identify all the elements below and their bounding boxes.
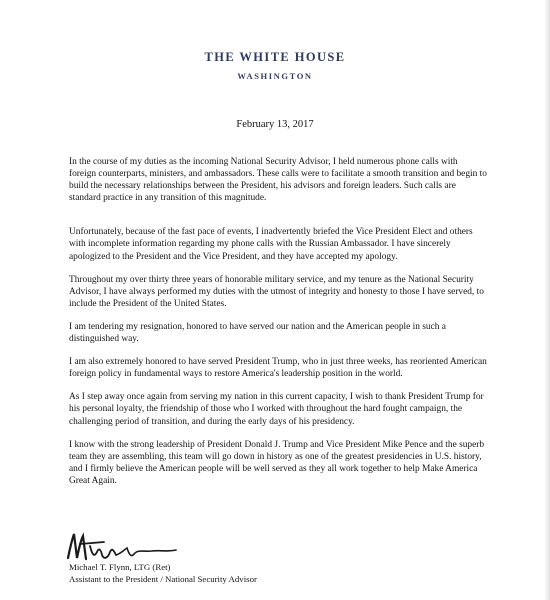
paragraph-4: I am tendering my resignation, honored to have served our nation and the American people in such a distinguished way. — [69, 321, 446, 345]
paragraph-1: In the course of my duties as the incoming National Security Advisor, I held numerous phone calls with foreign counterparts, ministers, and ambassadors. These calls were to facilitate a smooth transition and begin to build the necessary relationships between the President, his advisors and foreign leaders. Such calls are standard practice in any transition of this magnitude. — [69, 157, 487, 204]
paragraph-5: I am also extremely honored to have served President Trump, who in just three weeks, has reoriented American foreign policy in fundamental ways to restore America's leadership position in the world. — [69, 357, 487, 380]
signatory-name: Michael T. Flynn, LTG (Ret) — [69, 562, 171, 572]
paragraph-7: I know with the strong leadership of President Donald J. Trump and Vice President Mike Pence and the superb team they are assembling, this team will go down in history as one of the greatest presidencies in U.S. history, and I firmly believe the American people will be well served as they all work together to help Make America Great Again. — [69, 439, 485, 486]
paragraph-3: Throughout my over thirty three years of honorable military service, and my tenure as the National Security Advisor, I have always performed my duties with the utmost of integrity and honesty to those I have served, to include the President of the United States. — [69, 274, 484, 309]
letterhead-subtitle: WASHINGTON — [237, 71, 313, 81]
paragraph-2: Unfortunately, because of the fast pace of events, I inadvertently briefed the Vice President Elect and others with incomplete information regarding my phone calls with the Russian Ambassador. I have sincerely apologized to the President and the Vice President, and they have accepted my apology. — [69, 227, 473, 262]
signatory-title: Assistant to the President / National Security Advisor — [69, 574, 257, 584]
page-edge-shadow — [544, 0, 550, 600]
letter-body — [69, 156, 487, 498]
letterhead-title: THE WHITE HOUSE — [204, 50, 346, 64]
letter-date: February 13, 2017 — [236, 119, 314, 130]
paragraph-6: As I step away once again from serving my nation in this current capacity, I wish to thank President Trump for his personal loyalty, the friendship of those who I worked with throughout the hard fought campaign, the challenging period of transition, and during the early days of his presidency. — [69, 392, 484, 427]
